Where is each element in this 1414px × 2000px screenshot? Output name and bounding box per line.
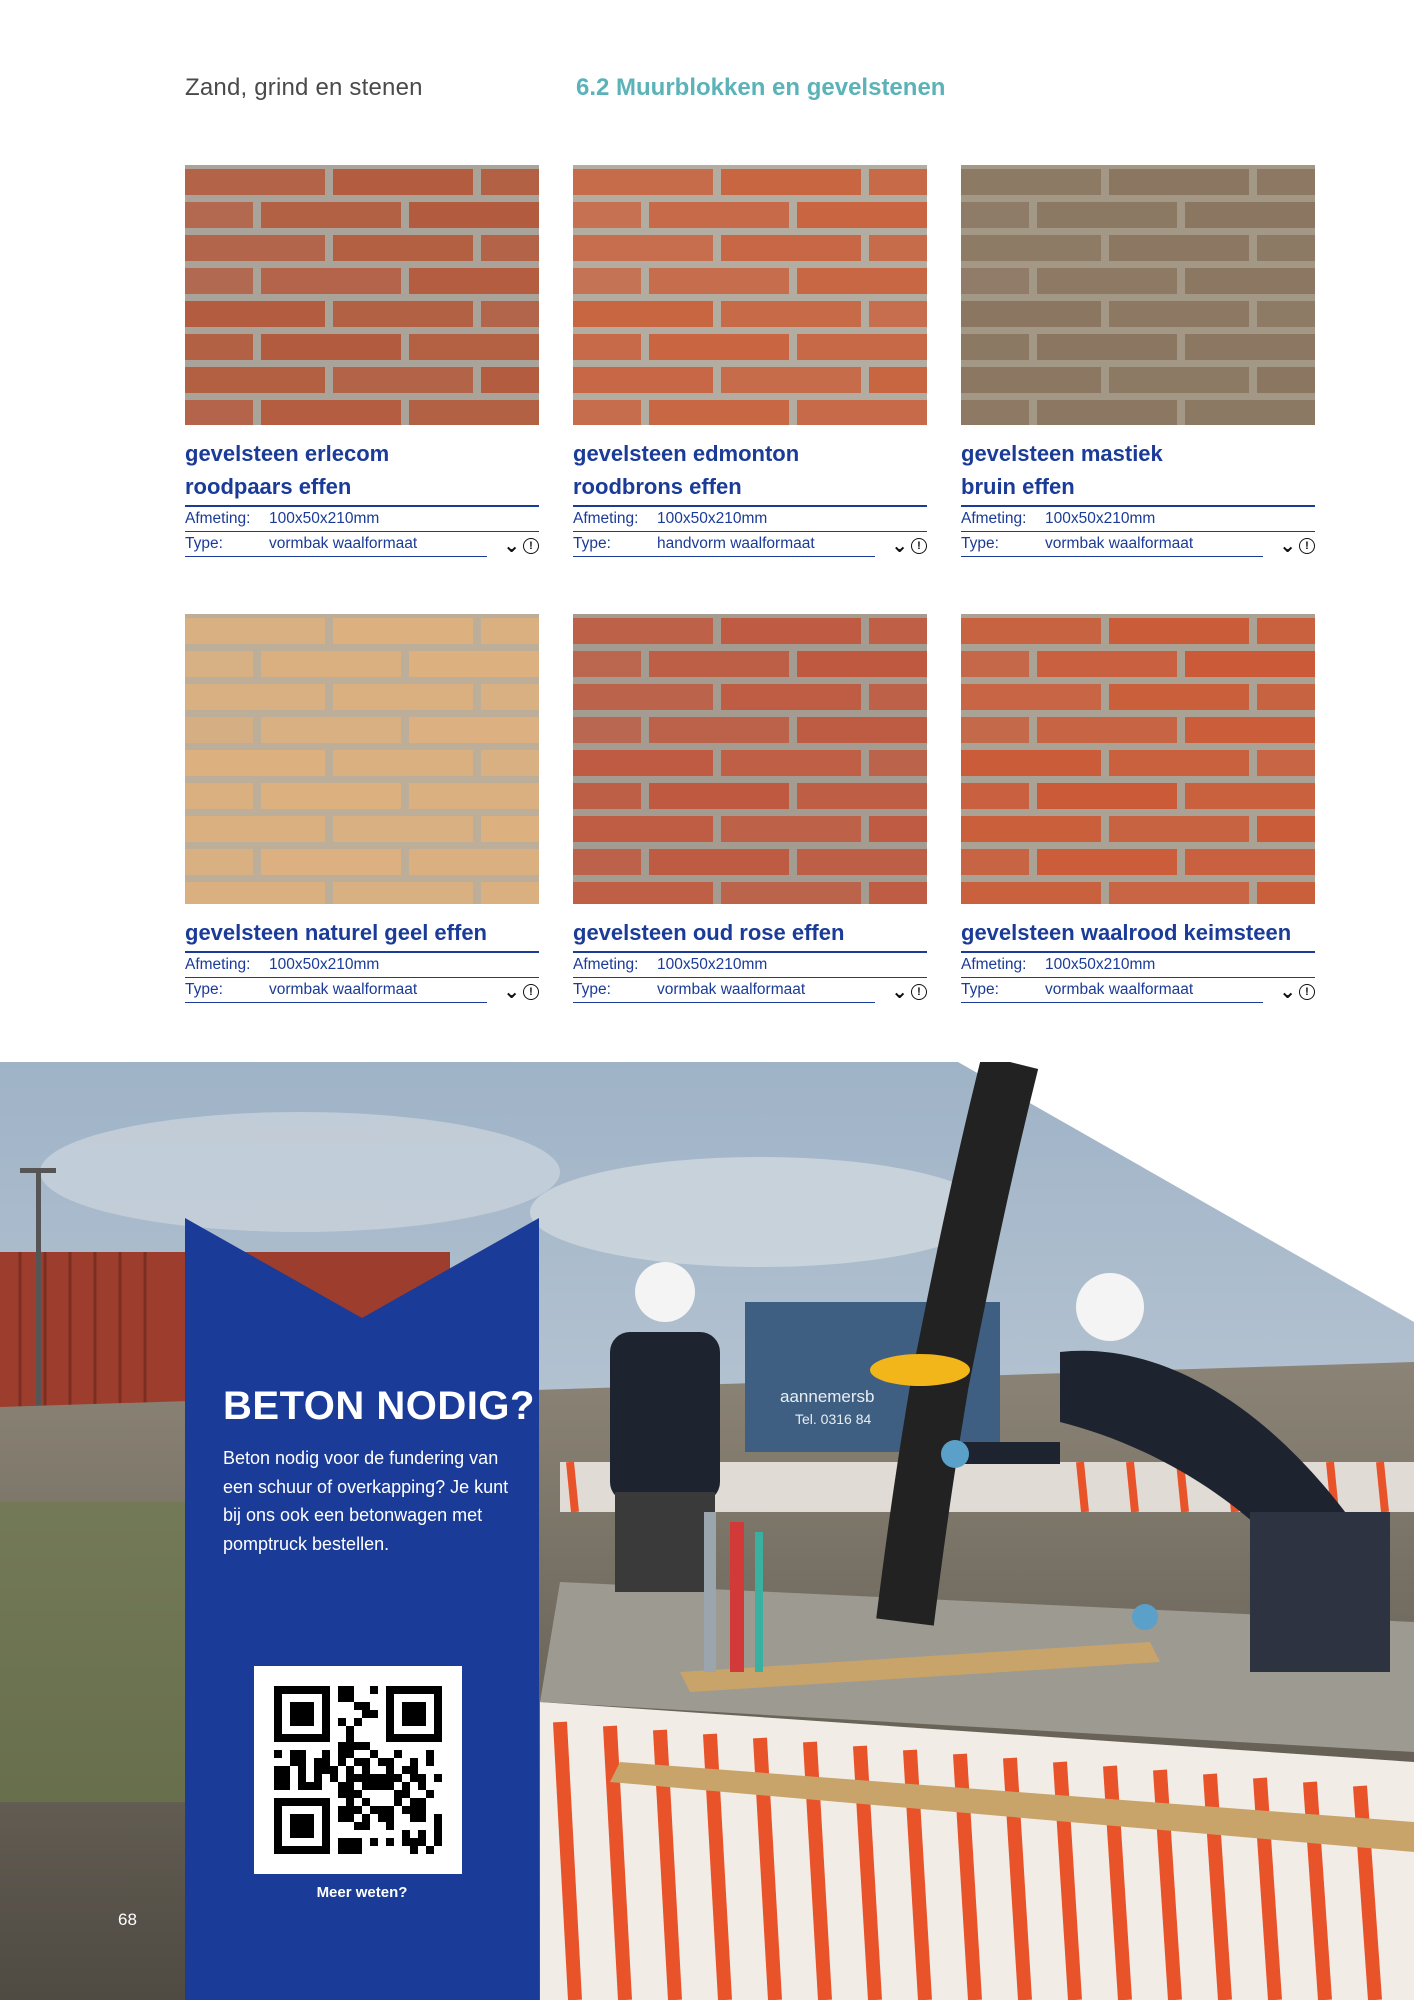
chevron-down-icon[interactable]: ⌄: [891, 981, 908, 1003]
info-icon[interactable]: !: [911, 984, 927, 1000]
product-image: [961, 165, 1315, 425]
qr-code[interactable]: [254, 1666, 462, 1874]
product-image: [573, 614, 927, 904]
spec-size: Afmeting: 100x50x210mm: [961, 953, 1315, 978]
chevron-down-icon[interactable]: ⌄: [891, 535, 908, 557]
product-card: [961, 165, 1315, 557]
product-image: [185, 614, 539, 904]
spec-size: Afmeting: 100x50x210mm: [185, 953, 539, 978]
sign-text: Tel. 0316 84: [795, 1411, 872, 1427]
page-number: 68: [118, 1910, 137, 1929]
product-title: gevelsteen waalrood keimsteen: [961, 916, 1315, 953]
product-card: [573, 165, 927, 557]
product-image: [573, 165, 927, 425]
product-title: gevelsteen naturel geel effen: [185, 916, 539, 953]
qr-caption[interactable]: Meer weten?: [316, 1884, 408, 1901]
product-card: [961, 614, 1315, 1003]
product-title: gevelsteen edmonton roodbrons effen: [573, 437, 927, 507]
spec-type: Type: vormbak waalformaat: [185, 532, 487, 557]
info-icon[interactable]: !: [911, 538, 927, 554]
chevron-down-icon[interactable]: ⌄: [1279, 535, 1296, 557]
spec-size: Afmeting: 100x50x210mm: [185, 507, 539, 532]
spec-type: Type: vormbak waalformaat: [573, 978, 875, 1003]
chevron-down-icon[interactable]: ⌄: [1279, 981, 1296, 1003]
spec-size: Afmeting: 100x50x210mm: [961, 507, 1315, 532]
product-card: [573, 614, 927, 1003]
spec-type: Type: vormbak waalformaat: [185, 978, 487, 1003]
info-icon[interactable]: !: [1299, 538, 1315, 554]
spec-type: Type: handvorm waalformaat: [573, 532, 875, 557]
info-icon[interactable]: !: [523, 984, 539, 1000]
chevron-down-icon[interactable]: ⌄: [503, 981, 520, 1003]
sign-text: aannemersb: [780, 1387, 875, 1406]
info-icon[interactable]: !: [523, 538, 539, 554]
promo-banner: [185, 1218, 539, 2000]
spec-type: Type: vormbak waalformaat: [961, 532, 1263, 557]
banner-shape: [185, 1218, 539, 2000]
info-icon[interactable]: !: [1299, 984, 1315, 1000]
product-card: [185, 165, 539, 557]
spec-size: Afmeting: 100x50x210mm: [573, 953, 927, 978]
product-card: [185, 614, 539, 1003]
product-image: [961, 614, 1315, 904]
product-title: gevelsteen erlecom roodpaars effen: [185, 437, 539, 507]
product-image: [185, 165, 539, 425]
section-title: Zand, grind en stenen: [185, 74, 423, 101]
promo-title: BETON NODIG?: [223, 1384, 535, 1428]
chevron-down-icon[interactable]: ⌄: [503, 535, 520, 557]
product-title: gevelsteen oud rose effen: [573, 916, 927, 953]
chapter-title: 6.2 Muurblokken en gevelstenen: [576, 74, 946, 101]
promo-text: Beton nodig voor de fundering van een schuur of overkapping? Je kunt bij ons ook een betonwagen met pomptruck bestellen.: [223, 1448, 509, 1554]
spec-type: Type: vormbak waalformaat: [961, 978, 1263, 1003]
product-title: gevelsteen mastiek bruin effen: [961, 437, 1315, 507]
spec-size: Afmeting: 100x50x210mm: [573, 507, 927, 532]
